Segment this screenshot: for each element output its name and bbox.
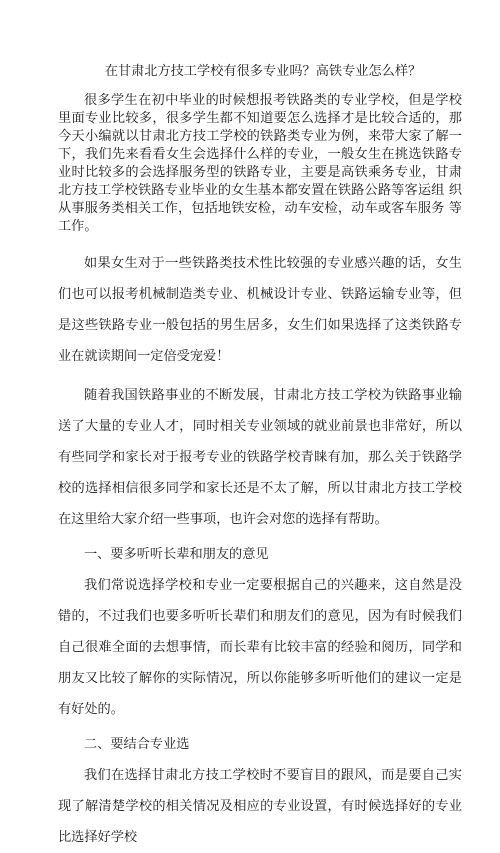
paragraph-railway-development: 随着我国铁路事业的不断发展，甘肃北方技工学校为铁路事业输 送了大量的专业人才，同时相关专业领域的就业前景也非常好，所以 有些同学和家长对于报考专业的铁路学校青睐有加，那么关于铁路学 校的选择相信很多同学和家长还是不太了解，所以甘肃北方技工学校 在这里给大家介绍一些事项，也许会对您的选择有帮助。 xyxy=(58,388,462,527)
section-heading-advice: 一、要多听听长辈和朋友的意见 xyxy=(84,547,269,562)
document-title: 在甘肃北方技工学校有很多专业吗？高铁专业怎么样？ xyxy=(104,64,422,79)
paragraph-intro: 很多学生在初中毕业的时候想报考铁路类的专业学校，但是学校 里面专业比较多，很多学生都不知道要怎么选择才是比较合适的，那 今天小编就以甘肃北方技工学校的铁路类专业为例，来带大家了解一 下，我们先来看看女生会选择什么样的专业，一般女生在挑选铁路专 业时比较多的会选择服务型的铁路专业，主要是高铁乘务专业，甘肃 北方技工学校铁路专业毕业的女生基本都安置在铁路公路等客运组 织从事服务类相关工作，包括地铁安检，动车安检，动车或客车服务 等工作。 xyxy=(58,93,462,234)
paragraph-advice: 我们常说选择学校和专业一定要根据自己的兴趣来，这自然是没 错的，不过我们也要多听听长辈们和朋友们的意见，因为有时候我们 自己很难全面的去想事情，而长辈有比较丰富的经验和阅历，同学和 朋友又比较了解你的实际情况，所以你能够多听听他们的建议一定是 有好处的。 xyxy=(58,578,462,717)
paragraph-major: 我们在选择甘肃北方技工学校时不要盲目的跟风，而是要自己实 现了解清楚学校的相关情况及相应的专业设置，有时候选择好的专业 比选择好学校 xyxy=(58,768,462,845)
section-heading-major: 二、要结合专业选 xyxy=(84,737,190,752)
paragraph-female-technical: 如果女生对于一些铁路类技术性比较强的专业感兴趣的话，女生 们也可以报考机械制造类专业、机械设计专业、铁路运输专业等，但 是这些铁路专业一般包括的男生居多，女生们如果选择了这类铁路专 业在就读期间一定倍受宠爱！ xyxy=(58,256,462,364)
document-page xyxy=(58,62,462,853)
